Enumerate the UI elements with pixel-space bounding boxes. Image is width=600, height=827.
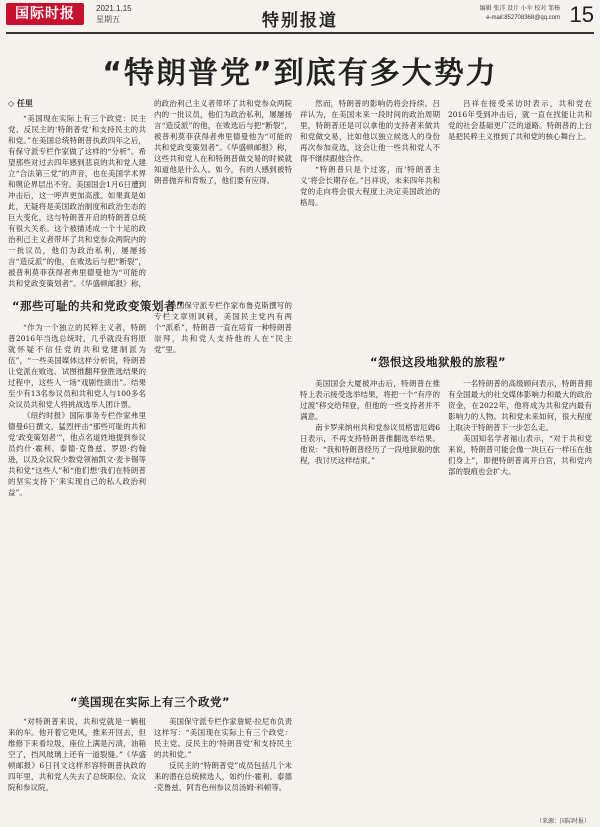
section-3-title: “怨恨这段地狱般的旅程” <box>370 355 507 369</box>
column-4 <box>448 98 592 348</box>
intro-paragraph: “美国现在实际上有三个政党：民主党、反民主的‘特朗普党’和支持民主的共和党。”在美国总统特朗普执政四年之后，有保守派专栏作家做了这样的“分析”。希望那些对过去四年感到悲哀的共和党人建立“合法第三党”的声音，也在美国学术界和舆论界层出不穷。美国国会1月6日遭到冲击后，这一呼声更加高涨。如果真是如此，无疑将是美国政治制度和政治生态的巨大变化，这与特朗普开启的特朗普总统有很大关系。这个被描述成一个十足的政治利己主义者带坏了共和党参众两院内的一批议员，他们为政治私利，屡屡扬言“造反派”的他，在败选后与把“断裂”，被普利莫菲获得者弗里德曼他为“可能的共和党政变策划者”。《华盛顿邮报》称， <box>8 114 146 288</box>
section-1-title: “那些可耻的共和党政变策划者” <box>12 299 185 313</box>
section-2-paragraph-3: 反民主的“特朗普党”成员包括几个未来的潜在总统候选人，如约什·霍利、泰德·克鲁兹、阿肯色州参议员汤姆·科顿等。 <box>154 761 292 792</box>
section-2-paragraph-1: “对特朗普来说，共和党就是一辆租来的车。他开着它兜风，推来开回去，但维修下来看垃圾，座位上满是污渍，油箱空了，挡风玻璃上还有一道裂缝。”《华盛顿邮报》6日刊文这样形容特朗普执政的四年里，共和党人失去了总统职位、众议院和参议院。 <box>8 717 146 792</box>
intro-continued: 的政治利己主义者带坏了共和党参众两院内的一批议员，他们为政治私利，屡屡扬言“造反派”的他，在败选后与把“断裂”，被普利莫菲获得者弗里德曼他为“可能的共和党政变策划者”。《华盛顿邮报》称，这些共和党人在和特朗普做交易的时候就知道他是什么人。如今，有的人感到被特朗普抛弃和背叛了，他们要有应得。 <box>154 99 292 185</box>
section-3-column-a <box>300 378 440 808</box>
section-3-column-b <box>448 378 592 808</box>
section-1-paragraph-3: 美国保守派专栏作家布鲁克斯撰写的专栏文章则讽刺，美国民主党内有两个“派系”，特朗普一直在培育一种特朗普崇拜，共和党人支持他的人在“民主党”里。 <box>154 301 292 354</box>
section-2-paragraph-2: 美国保守派专栏作家詹妮·拉尼布负责这样写：“美国现在实际上有三个政党：民主党、反民主的‘特朗普党’和支持民主的共和党。” <box>154 717 292 759</box>
page-number: 15 <box>569 2 594 27</box>
masthead-rule <box>6 32 594 34</box>
section-4-paragraph-1: 然而，特朗普的影响仍将会持续。吕祥认为，在美国未来一段时间的政治周期里，特朗普还是可以拿他的支持者来做共和党做交易，比如他以独立候选人的身份再次参加竞选，这会让他一些共和党人不得不继续跟他合作。 <box>300 99 440 163</box>
editor-credits <box>480 5 560 23</box>
weekday-text: 星期五 <box>96 15 120 24</box>
closing-note: （来源：国际时报） <box>535 819 590 825</box>
column-2 <box>154 98 292 288</box>
section-1-paragraph-1: “作为一个独立的民粹主义者，特朗普2016年当选总统时，几乎就没有将原就怀疑不信任党的共和党建制派为伍”，“一些美国媒体这样分析说，特朗普让党派在败选、试图推翻拜登胜选结果的过程中，这些人一场“戏剧性演出”。结果至少有13名参议员和共和党人与100多名众议员共和党人将挑战选举人团计票。 <box>8 323 146 409</box>
section-2-column-b <box>154 716 292 820</box>
masthead <box>0 0 600 34</box>
editors-text: 编辑 张洋 设计 小伞 校对 邹杨 <box>479 6 560 12</box>
section-3-paragraph-3: 一名特朗普的高级顾问表示，特朗普拥有全国最大的社交媒体影响力和最大的政治资金，在2022年，他将成为共和党内最有影响力的人物。共和党未来如何，很大程度上取决于特朗普下一步怎么走。 <box>448 379 592 432</box>
section-1-column-a <box>8 322 146 682</box>
section-4-paragraph-2: 吕祥在接受采访时表示，共和党在2016年受到冲击后，就一直在找能让共和党的社会基础更广泛的道路。特朗普的上台是把民粹主义推到了共和党的核心舞台上。 <box>448 99 592 141</box>
section-2-column-a <box>8 716 146 820</box>
section-3-paragraph-1: 美国国会大厦被冲击后，特朗普在推特上表示接受选举结果，将把一个“有序的过渡”移交给拜登，但他的一些支持者并不满意。 <box>300 379 440 421</box>
section-3-paragraph-4: 美国知名学者福山表示，“对于共和党来说，特朗普可能会像一块巨石一样压在他们身上”，即便特朗普离开白宫，共和党内部的裂痕也会扩大。 <box>448 434 592 476</box>
section-4-paragraph-3: “特朗普只是个过客，而‘特朗普主义’将会长期存在。”吕祥说，未来四年共和党的走向将会很大程度上决定美国政治的格局。 <box>300 165 440 207</box>
newspaper-logo: 国际时报 <box>6 3 84 25</box>
section-3-paragraph-2: 南卡罗来纳州共和党参议员格雷厄姆6日表示，不再支持特朗普推翻选举结果。他说：“我和特朗普经历了一段地狱般的旅程，我讨厌这样结束。” <box>300 423 440 465</box>
section-1-column-b <box>154 300 292 682</box>
section-1-paragraph-2: 《纽约时报》国际事务专栏作家弗里德曼6日撰文，猛烈抨击“那些可耻的共和党‘政变策划者’”，他点名道姓地提到参议员约什·霍利、泰德·克鲁兹、罗恩·约翰逊，以及众议院少数党领袖凯文·麦卡锡等共和党“这些人”和“他们想‘我们在特朗普的坚实支持下’来实现自己的私人政治利益”。 <box>8 411 146 497</box>
article-headline: “特朗普党”到底有多大势力 <box>102 56 498 91</box>
email-text: e-mail:852708368@qq.com <box>486 15 560 21</box>
column-3 <box>300 98 440 348</box>
column-1 <box>8 98 146 288</box>
article-author: ◇ 任里 <box>8 99 33 108</box>
section-2-title: “美国现在实际上有三个政党” <box>70 695 231 709</box>
date-text: 2021.1.15 <box>96 4 132 13</box>
section-title: 特别报道 <box>262 11 338 31</box>
